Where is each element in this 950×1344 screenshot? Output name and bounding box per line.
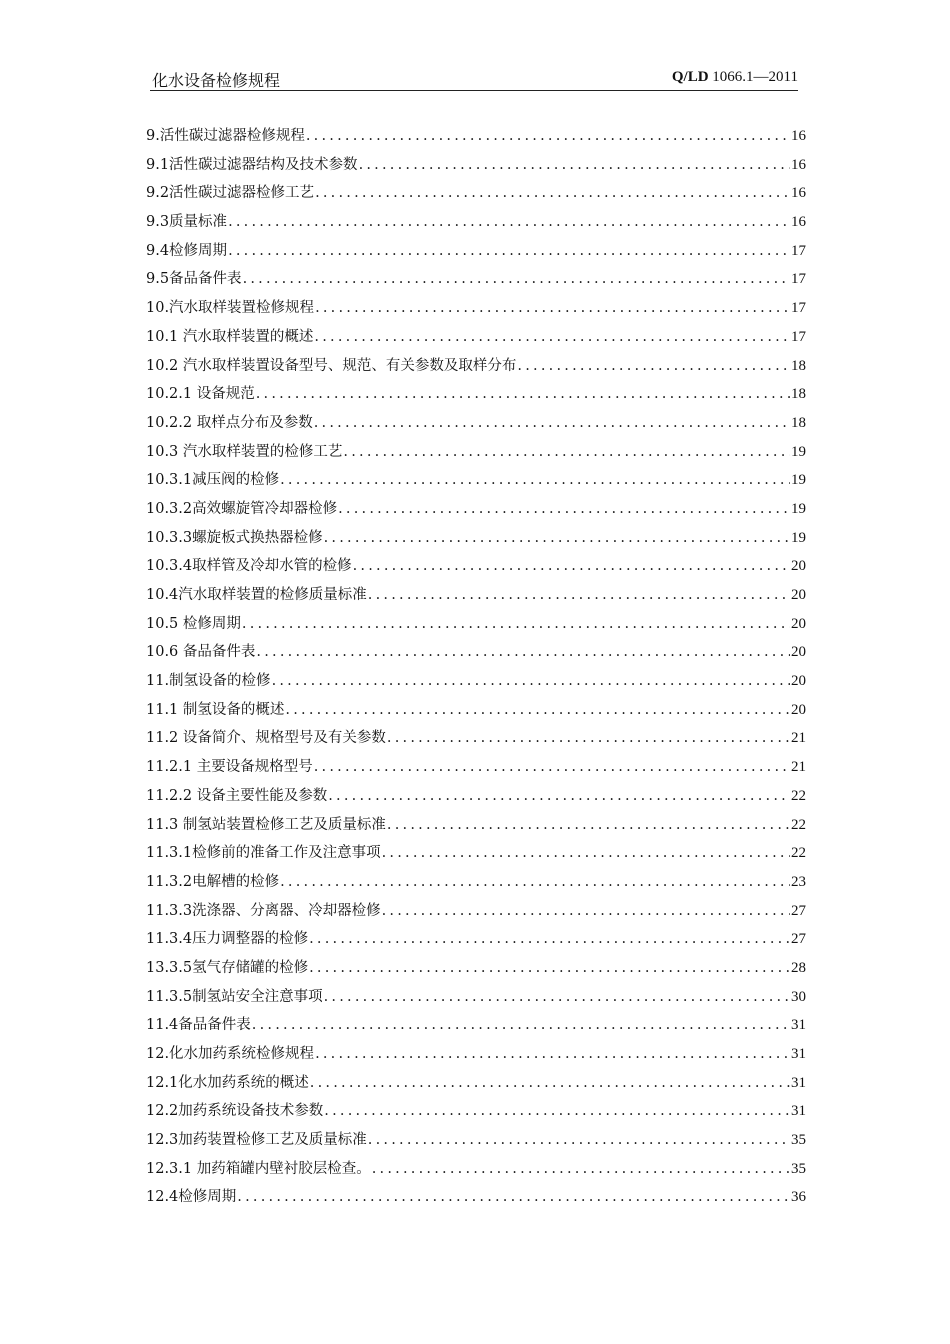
toc-entry[interactable]: [146, 1126, 806, 1155]
toc-entry-title: 11.3.5制氢站安全注意事项: [146, 988, 323, 1005]
toc-entry-page-number: 35: [791, 1160, 806, 1177]
toc-entry-title: 10.3.4取样管及冷却水管的检修: [146, 558, 352, 575]
toc-entry[interactable]: [146, 868, 806, 897]
toc-entry-page-number: 19: [791, 443, 806, 460]
toc-entry-title: 10.3.3螺旋板式换热器检修: [146, 529, 323, 546]
dot-leader: [242, 610, 790, 639]
dot-leader: [382, 839, 790, 868]
toc-entry-title: 11.3.4压力调整器的检修: [146, 931, 309, 948]
toc-entry-page-number: 19: [791, 529, 806, 546]
toc-entry-page-number: 31: [791, 1046, 806, 1062]
toc-entry-page-number: 27: [791, 902, 806, 919]
toc-entry-page-number: 22: [791, 816, 806, 833]
dot-leader: [256, 638, 790, 667]
toc-entry[interactable]: [146, 983, 806, 1012]
dot-leader: [368, 1126, 790, 1155]
toc-entry-title: 10.1 汽水取样装置的概述: [146, 328, 314, 345]
toc-entry-page-number: 36: [791, 1189, 806, 1206]
dot-leader: [368, 581, 790, 610]
toc-entry-title: 9.5备品备件表: [146, 271, 242, 288]
toc-entry-page-number: 21: [791, 730, 806, 747]
toc-entry-page-number: 18: [791, 357, 806, 374]
toc-entry[interactable]: [146, 724, 806, 753]
toc-entry-title: 11.1 制氢设备的概述: [146, 701, 285, 718]
toc-entry-page-number: 20: [791, 558, 806, 575]
dot-leader: [237, 1183, 790, 1212]
toc-entry-page-number: 17: [791, 328, 806, 345]
toc-entry[interactable]: [146, 696, 806, 725]
toc-entry-page-number: 18: [791, 414, 806, 431]
toc-entry-page-number: 17: [791, 300, 806, 317]
dot-leader: [315, 179, 790, 208]
dot-leader: [387, 811, 790, 840]
standard-code-prefix: Q/LD: [671, 69, 709, 85]
toc-entry[interactable]: [146, 782, 806, 811]
toc-entry[interactable]: [146, 294, 806, 323]
toc-entry-page-number: 31: [791, 1074, 806, 1091]
toc-entry-title: 10.3.1减压阀的检修: [146, 472, 280, 489]
toc-entry[interactable]: [146, 811, 806, 840]
toc-entry[interactable]: [146, 380, 806, 409]
toc-entry[interactable]: [146, 122, 806, 151]
dot-leader: [338, 495, 790, 524]
toc-entry-page-number: 31: [791, 1103, 806, 1120]
toc-entry[interactable]: [146, 1040, 806, 1069]
toc-entry-page-number: 35: [791, 1132, 806, 1149]
toc-entry-title: 11.3.1检修前的准备工作及注意事项: [146, 845, 381, 862]
toc-entry[interactable]: [146, 925, 806, 954]
toc-entry-title: 11.2.2 设备主要性能及参数: [146, 787, 328, 804]
toc-entry[interactable]: [146, 1097, 806, 1126]
toc-entry[interactable]: [146, 495, 806, 524]
toc-entry-title: 12.1化水加药系统的概述: [146, 1074, 309, 1091]
toc-entry-page-number: 22: [791, 787, 806, 804]
toc-entry-title: 10.6 备品备件表: [146, 644, 256, 661]
toc-entry-title: 11.3 制氢站装置检修工艺及质量标准: [146, 816, 386, 833]
dot-leader: [315, 1040, 790, 1069]
toc-entry[interactable]: [146, 438, 806, 467]
toc-entry[interactable]: [146, 954, 806, 983]
dot-leader: [324, 1097, 790, 1126]
dot-leader: [228, 237, 790, 266]
toc-entry[interactable]: [146, 581, 806, 610]
toc-entry-title: 11.3.3洗涤器、分离器、冷却器检修: [146, 902, 381, 919]
toc-entry[interactable]: [146, 667, 806, 696]
toc-entry[interactable]: [146, 409, 806, 438]
toc-entry-page-number: 21: [791, 759, 806, 776]
dot-leader: [387, 724, 790, 753]
toc-entry[interactable]: [146, 897, 806, 926]
toc-entry-page-number: 20: [791, 673, 806, 690]
toc-entry-title: 10.3.2高效螺旋管冷却器检修: [146, 500, 338, 517]
toc-entry-title: 10.3 汽水取样装置的检修工艺: [146, 443, 343, 460]
toc-entry-page-number: 22: [791, 845, 806, 862]
toc-entry[interactable]: [146, 638, 806, 667]
toc-entry-title: 10.4汽水取样装置的检修质量标准: [146, 587, 367, 603]
dot-leader: [359, 151, 790, 180]
dot-leader: [382, 897, 790, 926]
toc-entry-title: 10.2.1 设备规范: [146, 386, 255, 403]
toc-entry-page-number: 17: [791, 271, 806, 288]
toc-entry-page-number: 16: [791, 185, 806, 202]
toc-entry-page-number: 31: [791, 1017, 806, 1034]
toc-entry[interactable]: [146, 237, 806, 266]
standard-code-number: 1066.1—2011: [712, 69, 798, 85]
dot-leader: [314, 753, 790, 782]
dot-leader: [256, 380, 790, 409]
toc-entry-page-number: 20: [791, 587, 806, 603]
page-header: [150, 66, 798, 91]
toc-entry[interactable]: [146, 839, 806, 868]
toc-entry-title: 9.4检修周期: [146, 242, 228, 259]
toc-entry-title: 9.3质量标准: [146, 214, 228, 231]
toc-entry-title: 12.3.1 加药箱罐内壁衬胶层检查。: [146, 1160, 371, 1177]
toc-entry-title: 11.2.1 主要设备规格型号: [146, 759, 313, 776]
toc-entry[interactable]: [146, 1011, 806, 1040]
toc-entry[interactable]: [146, 151, 806, 180]
toc-entry-page-number: 19: [791, 472, 806, 489]
toc-entry-title: 10.汽水取样装置检修规程: [146, 300, 315, 317]
toc-entry[interactable]: [146, 753, 806, 782]
dot-leader: [517, 352, 790, 381]
toc-entry-title: 12.化水加药系统检修规程: [146, 1046, 315, 1062]
toc-entry-page-number: 19: [791, 500, 806, 517]
dot-leader: [306, 122, 790, 151]
dot-leader: [315, 294, 790, 323]
dot-leader: [272, 667, 790, 696]
dot-leader: [324, 983, 790, 1012]
toc-entry-page-number: 27: [791, 931, 806, 948]
toc-entry[interactable]: [146, 1183, 806, 1212]
toc-entry-page-number: 16: [791, 128, 806, 144]
standard-code: [672, 69, 798, 86]
dot-leader: [310, 1069, 790, 1098]
toc-entry-page-number: 17: [791, 242, 806, 259]
dot-leader: [285, 696, 790, 725]
dot-leader: [309, 925, 790, 954]
toc-entry-title: 11.2 设备简介、规格型号及有关参数: [146, 730, 386, 747]
toc-entry[interactable]: [146, 1069, 806, 1098]
dot-leader: [353, 552, 790, 581]
toc-entry[interactable]: [146, 466, 806, 495]
dot-leader: [372, 1155, 790, 1184]
dot-leader: [280, 466, 790, 495]
dot-leader: [324, 524, 790, 553]
toc-entry[interactable]: [146, 208, 806, 237]
toc-entry[interactable]: [146, 323, 806, 352]
toc-entry-title: 12.3加药装置检修工艺及质量标准: [146, 1132, 367, 1149]
table-of-contents: [146, 122, 806, 1212]
toc-entry-page-number: 16: [791, 214, 806, 231]
dot-leader: [252, 1011, 790, 1040]
toc-entry[interactable]: [146, 524, 806, 553]
dot-leader: [228, 208, 790, 237]
toc-entry-page-number: 20: [791, 644, 806, 661]
dot-leader: [309, 954, 790, 983]
dot-leader: [243, 265, 790, 294]
toc-entry-page-number: 28: [791, 959, 806, 976]
toc-entry-page-number: 23: [791, 873, 806, 890]
toc-entry[interactable]: [146, 552, 806, 581]
toc-entry-title: 12.4检修周期: [146, 1189, 237, 1206]
toc-entry-title: 10.5 检修周期: [146, 615, 241, 632]
toc-entry-title: 12.2加药系统设备技术参数: [146, 1103, 324, 1120]
toc-entry-page-number: 30: [791, 988, 806, 1005]
dot-leader: [314, 409, 790, 438]
toc-entry-title: 13.3.5氢气存储罐的检修: [146, 959, 309, 976]
toc-entry[interactable]: [146, 179, 806, 208]
toc-entry-title: 10.2.2 取样点分布及参数: [146, 414, 313, 431]
dot-leader: [314, 323, 790, 352]
toc-entry-title: 11.3.2电解槽的检修: [146, 873, 280, 890]
toc-entry[interactable]: [146, 1155, 806, 1184]
toc-entry-title: 10.2 汽水取样装置设备型号、规范、有关参数及取样分布: [146, 357, 517, 374]
toc-entry-page-number: 20: [791, 701, 806, 718]
toc-entry[interactable]: [146, 610, 806, 639]
toc-entry-title: 11.4备品备件表: [146, 1017, 251, 1034]
toc-entry-page-number: 16: [791, 156, 806, 173]
toc-entry-page-number: 18: [791, 386, 806, 403]
toc-entry-title: 9.1活性碳过滤器结构及技术参数: [146, 156, 358, 173]
toc-entry-title: 9.2活性碳过滤器检修工艺: [146, 185, 315, 202]
document-title: 化水设备检修规程: [152, 71, 281, 90]
toc-entry[interactable]: [146, 352, 806, 381]
toc-entry-title: 11.制氢设备的检修: [146, 673, 271, 690]
dot-leader: [280, 868, 790, 897]
toc-entry-page-number: 20: [791, 615, 806, 632]
dot-leader: [328, 782, 790, 811]
dot-leader: [343, 438, 790, 467]
toc-entry[interactable]: [146, 265, 806, 294]
toc-entry-title: 9.活性碳过滤器检修规程: [146, 128, 305, 144]
